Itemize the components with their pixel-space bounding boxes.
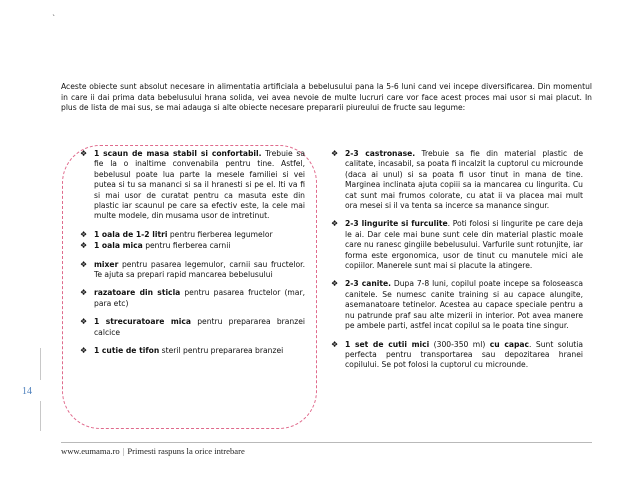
footer-site-link[interactable]: www.eumama.ro — [61, 446, 120, 456]
list-item: ❖ 1 scaun de masa stabil si confortabil. Trebuie sa fie la o inaltime convenabila pentru tine. Astfel, bebelusul poate lua parte la mesele familiei si vei putea si tu sa mananci si sa il hranesti si pe el. Iti va fi si mai usor de curatat pentru ca masuta este din plastic iar scaunul pe care sa efectiv este, la cele mai multe modele, din musama usor de intretinut. — [80, 149, 305, 221]
list-item: ❖ mixer pentru pasarea legemulor, carnii sau fructelor. Te ajuta sa prepari rapid mancarea bebelusului — [80, 259, 305, 280]
left-column — [80, 149, 305, 365]
list-item: ❖ 1 strecuratoare mica pentru prepararea branzei calcice — [80, 317, 305, 337]
diamond-bullet-icon: ❖ — [80, 346, 88, 356]
list-item: ❖ 2-3 lingurite si furculite. Poti folosi si lingurite pe care deja le ai. Dar cele mai bune sunt cele din material plastic moale care nu ranesc gingiile bebelusului. Varfurile sunt rotunjite, iar forma este ergonomica, usor de tinut cu manutele mici ale copiilor. Manerele sunt mai si placute la atingere. — [331, 219, 583, 271]
diamond-bullet-icon: ❖ — [80, 259, 88, 269]
diamond-bullet-icon: ❖ — [80, 317, 88, 327]
footer-divider — [61, 442, 592, 443]
right-column — [331, 149, 583, 379]
diamond-bullet-icon: ❖ — [80, 288, 88, 298]
list-item: ❖ 2-3 castronase. Trebuie sa fie din material plastic de calitate, incasabil, sa poata fi incalzit la cuptorul cu microunde (daca ai unul) si sa poata fi usor tinut in mana de tine. Marginea inclinata ajuta copiii sa ia mancarea cu lingurita. Cu cat sunt mai frumos colorate, cu atat ii va placea mai mult ora mesei si il va tenta sa incerce sa manance singur. — [331, 149, 584, 211]
list-item: ❖ 1 oala de 1-2 litri pentru fierberea legumelor — [80, 229, 273, 239]
footer-separator: | — [122, 446, 125, 456]
header-mark: ` — [52, 14, 56, 23]
margin-rule — [40, 401, 41, 431]
footer — [61, 446, 245, 456]
footer-tagline: Primesti raspuns la orice intrebare — [127, 446, 245, 456]
diamond-bullet-icon: ❖ — [331, 219, 339, 229]
diamond-bullet-icon: ❖ — [331, 339, 339, 349]
margin-rule — [40, 348, 41, 380]
list-item: ❖ 1 set de cutii mici (300-350 ml) cu capac. Sunt solutia perfecta pentru transportarea sau depozitarea hranei copilului. Se pot folosi la cuptorul cu microunde. — [331, 339, 584, 370]
list-item: ❖ 1 oala mica pentru fierberea carnii — [80, 241, 231, 251]
diamond-bullet-icon: ❖ — [331, 149, 339, 158]
diamond-bullet-icon: ❖ — [331, 279, 339, 289]
page-number: 14 — [22, 386, 32, 397]
list-item: ❖ razatoare din sticla pentru pasarea fructelor (mar, para etc) — [80, 288, 305, 308]
list-item: ❖ 1 cutie de tifon steril pentru prepararea branzei — [80, 346, 284, 356]
diamond-bullet-icon: ❖ — [80, 241, 88, 251]
intro-paragraph: Aceste obiecte sunt absolut necesare in alimentatia artificiala a bebelusului pana la 5-6 luni cand vei incepe diversificarea. Din momentul in care ii dai prima data bebelusului hrana solida, vei avea nevoie de multe lucruri care vor face acest proces mai usor si mai placut. In plus de lista de mai sus, se mai adauga si alte obiecte necesare prepararii piureului de fructe sau legume: — [61, 82, 592, 112]
list-item: ❖ 2-3 canite. Dupa 7-8 luni, copilul poate incepe sa foloseasca canitele. Se numesc canite training si au capace alungite, asemanatoare tetinelor. Acestea au capace speciale pentru a nu patrunde praf sau alte mizerii in interior. Pot avea manere pe ambele parti, astfel incat copilul sa le poata tine singur. — [331, 279, 583, 331]
diamond-bullet-icon: ❖ — [80, 229, 88, 239]
diamond-bullet-icon: ❖ — [80, 149, 88, 158]
